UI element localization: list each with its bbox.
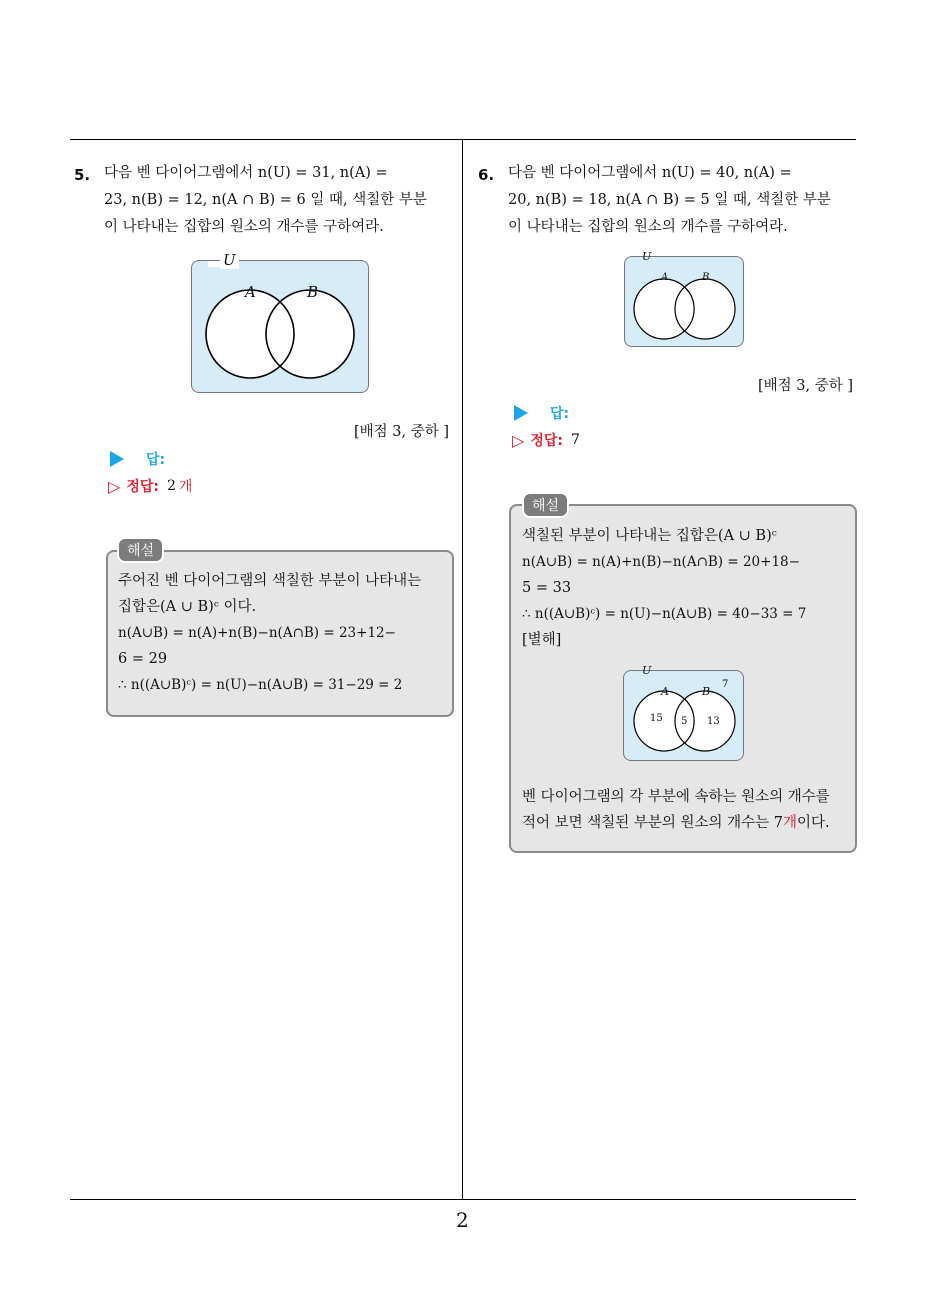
q6-sol-line-1: 색칠된 부분이 나타내는 집합은(A ∪ B)ᶜ <box>522 528 777 544</box>
q5-venn-b: B <box>307 283 319 301</box>
q6-line-2: 20, n(B) = 18, n(A ∩ B) = 5 일 때, 색칠한 부분 <box>508 192 831 208</box>
q5-line-1: 다음 벤 다이어그램에서 n(U) = 31, n(A) = <box>104 165 388 181</box>
q5-venn-a: A <box>245 283 256 301</box>
q6-correct-value: 7 <box>570 432 580 448</box>
q6-venn-diagram <box>624 250 744 347</box>
q5-correct-value: 2 <box>166 478 176 494</box>
q6-line-3: 이 나타내는 집합의 원소의 개수를 구하여라. <box>508 219 788 235</box>
column-divider <box>462 139 463 1200</box>
q6-sol-tail-2-post: 이다. <box>797 815 830 831</box>
q6-venn-a: A <box>661 272 669 283</box>
q6-venn2-both: 5 <box>681 716 688 727</box>
q6-sol-tail-1: 벤 다이어그램의 각 부분에 속하는 원소의 개수를 <box>522 789 830 805</box>
q5-answer-row <box>110 449 165 469</box>
q5-number: 5. <box>74 166 91 184</box>
q6-solution-tag: 해설 <box>522 492 569 518</box>
play-triangle-icon <box>110 451 124 467</box>
q5-score: [배점 3, 중하 ] <box>354 424 450 440</box>
q6-venn2-u: U <box>642 664 652 677</box>
q6-sol-line-2: n(A∪B) = n(A)+n(B)−n(A∩B) = 20+18− <box>522 554 800 570</box>
q6-score: [배점 3, 중하 ] <box>758 378 854 394</box>
q5-line-2: 23, n(B) = 12, n(A ∩ B) = 6 일 때, 색칠한 부분 <box>104 192 427 208</box>
q6-sol-line-4: ∴ n((A∪B)ᶜ) = n(U)−n(A∪B) = 40−33 = 7 <box>522 606 807 622</box>
q5-venn-u: U <box>220 251 239 269</box>
bottom-rule <box>70 1199 856 1200</box>
q5-venn-diagram <box>191 251 369 393</box>
q5-solution-text <box>118 568 448 698</box>
q6-text <box>508 160 858 241</box>
q6-venn2-a-only: 15 <box>650 713 663 724</box>
q5-solution-tag: 해설 <box>117 537 164 563</box>
q6-solution-venn <box>623 664 744 761</box>
q5-circle-b <box>266 290 354 378</box>
q5-correct-row <box>108 476 192 496</box>
q5-sol-line-4: 6 = 29 <box>118 651 168 667</box>
q5-correct-label: 정답: <box>126 479 159 495</box>
q6-venn2-outside: 7 <box>722 679 729 690</box>
q5-sol-line-2: 집합은(A ∪ B)ᶜ 이다. <box>118 599 257 615</box>
q5-sol-line-5: ∴ n((A∪B)ᶜ) = n(U)−n(A∪B) = 31−29 = 2 <box>118 677 403 693</box>
q6-venn-u: U <box>642 250 652 263</box>
q6-answer-row <box>514 403 569 423</box>
q6-venn2-b-only: 13 <box>707 716 720 727</box>
q6-solution-tail <box>522 784 852 836</box>
play-triangle-icon <box>514 405 528 421</box>
outline-triangle-icon: ▷ <box>512 430 525 450</box>
q6-venn2-b: B <box>702 685 711 698</box>
q6-number: 6. <box>478 166 495 184</box>
q6-sol-tail-2 <box>522 810 852 836</box>
page-number: 2 <box>456 1208 469 1232</box>
q6-sol-tail-2-red: 개 <box>783 815 798 831</box>
q5-sol-line-3: n(A∪B) = n(A)+n(B)−n(A∩B) = 23+12− <box>118 625 396 641</box>
q6-sol-tail-2-pre: 적어 보면 색칠된 부분의 원소의 개수는 7 <box>522 815 783 831</box>
q6-solution-text <box>522 523 852 653</box>
q6-sol-line-5: [별해] <box>522 632 562 648</box>
q6-answer-label: 답: <box>550 406 570 422</box>
q6-correct-label: 정답: <box>530 433 563 449</box>
q5-line-3: 이 나타내는 집합의 원소의 개수를 구하여라. <box>104 219 384 235</box>
q5-text <box>104 160 456 241</box>
q5-correct-unit: 개 <box>178 479 193 495</box>
q5-sol-line-1: 주어진 벤 다이어그램의 색칠한 부분이 나타내는 <box>118 573 422 589</box>
top-rule <box>70 139 856 140</box>
q6-correct-row <box>512 430 580 450</box>
q6-sol-line-3: 5 = 33 <box>522 580 572 596</box>
q6-venn2-a: A <box>661 685 669 698</box>
q6-line-1: 다음 벤 다이어그램에서 n(U) = 40, n(A) = <box>508 165 792 181</box>
outline-triangle-icon: ▷ <box>108 476 121 496</box>
q6-venn-b: B <box>702 272 710 283</box>
q5-answer-label: 답: <box>146 452 166 468</box>
